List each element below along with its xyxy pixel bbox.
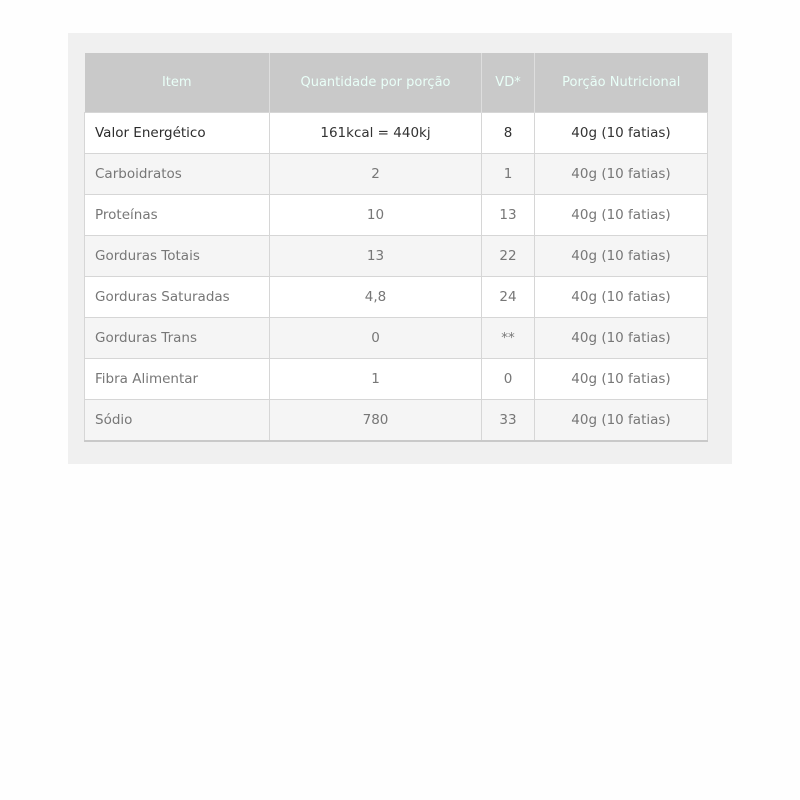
cell-quantity: 10 xyxy=(270,195,482,236)
cell-item: Gorduras Trans xyxy=(85,318,270,359)
cell-vd: 1 xyxy=(482,154,535,195)
table-row xyxy=(85,359,708,400)
cell-item: Proteínas xyxy=(85,195,270,236)
nutrition-table xyxy=(84,53,708,442)
cell-quantity: 161kcal = 440kj xyxy=(270,113,482,154)
cell-item: Gorduras Saturadas xyxy=(85,277,270,318)
cell-item: Sódio xyxy=(85,400,270,442)
table-row xyxy=(85,318,708,359)
cell-quantity: 1 xyxy=(270,359,482,400)
table-row xyxy=(85,236,708,277)
cell-quantity: 2 xyxy=(270,154,482,195)
table-row xyxy=(85,400,708,442)
header-quantity: Quantidade por porção xyxy=(270,53,482,113)
cell-vd: ** xyxy=(482,318,535,359)
table-row xyxy=(85,195,708,236)
table-row xyxy=(85,154,708,195)
cell-item: Fibra Alimentar xyxy=(85,359,270,400)
cell-portion: 40g (10 fatias) xyxy=(535,318,708,359)
cell-vd: 8 xyxy=(482,113,535,154)
cell-portion: 40g (10 fatias) xyxy=(535,400,708,442)
cell-item: Carboidratos xyxy=(85,154,270,195)
table-row xyxy=(85,113,708,154)
header-portion: Porção Nutricional xyxy=(535,53,708,113)
cell-quantity: 13 xyxy=(270,236,482,277)
cell-portion: 40g (10 fatias) xyxy=(535,277,708,318)
cell-portion: 40g (10 fatias) xyxy=(535,195,708,236)
cell-quantity: 780 xyxy=(270,400,482,442)
cell-vd: 22 xyxy=(482,236,535,277)
cell-vd: 24 xyxy=(482,277,535,318)
cell-item: Gorduras Totais xyxy=(85,236,270,277)
table-header-row xyxy=(85,53,708,113)
cell-quantity: 0 xyxy=(270,318,482,359)
cell-portion: 40g (10 fatias) xyxy=(535,236,708,277)
cell-vd: 33 xyxy=(482,400,535,442)
nutrition-panel xyxy=(68,33,732,464)
cell-item: Valor Energético xyxy=(85,113,270,154)
cell-portion: 40g (10 fatias) xyxy=(535,154,708,195)
cell-quantity: 4,8 xyxy=(270,277,482,318)
cell-portion: 40g (10 fatias) xyxy=(535,113,708,154)
header-item: Item xyxy=(85,53,270,113)
cell-vd: 13 xyxy=(482,195,535,236)
cell-vd: 0 xyxy=(482,359,535,400)
header-vd: VD* xyxy=(482,53,535,113)
table-row xyxy=(85,277,708,318)
cell-portion: 40g (10 fatias) xyxy=(535,359,708,400)
